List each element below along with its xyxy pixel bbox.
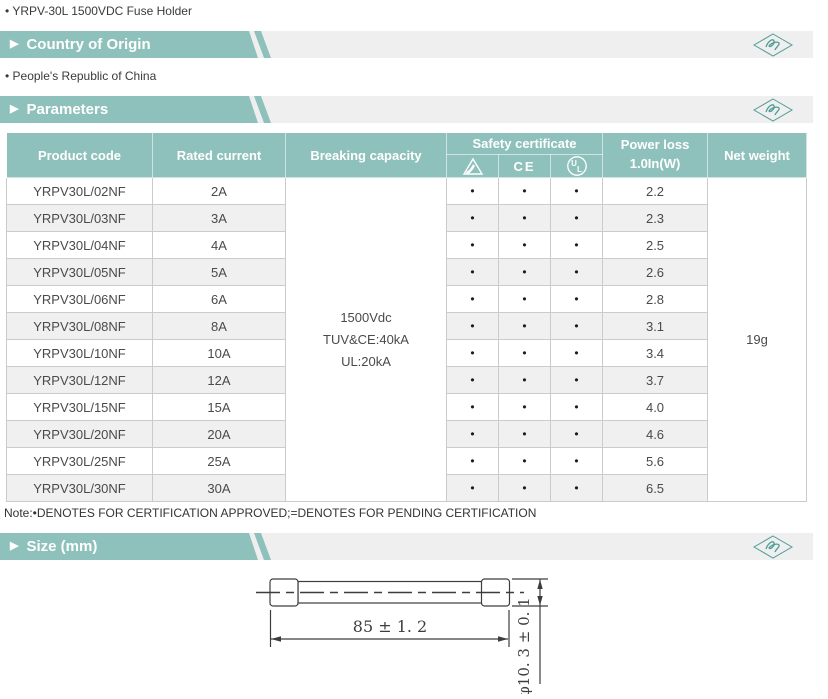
ce-icon: CE — [499, 155, 551, 178]
cert-ul-cell: • — [551, 448, 603, 475]
triangle-bullet-icon: ▶ — [10, 103, 19, 115]
banner-teal-block — [0, 96, 813, 123]
cert-ce-cell: • — [499, 232, 551, 259]
cert-tuv-cell: • — [447, 340, 499, 367]
brand-diamond-logo-icon — [753, 98, 793, 122]
product-code-cell: YRPV30L/08NF — [7, 313, 153, 340]
section-title-text: Size (mm) — [26, 538, 98, 555]
rated-current-cell: 6A — [153, 286, 286, 313]
arrowhead — [271, 636, 281, 642]
cert-ce-cell: • — [499, 205, 551, 232]
banner-teal-block — [0, 533, 813, 560]
cert-ul-cell: • — [551, 367, 603, 394]
parameters-table — [6, 132, 807, 502]
section-title — [10, 31, 151, 58]
rated-current-cell: 3A — [153, 205, 286, 232]
product-code-cell: YRPV30L/02NF — [7, 178, 153, 205]
cert-tuv-cell: • — [447, 367, 499, 394]
cert-ul-cell: • — [551, 313, 603, 340]
cert-ce-cell: • — [499, 475, 551, 502]
cert-ce-cell: • — [499, 313, 551, 340]
power-loss-cell: 6.5 — [603, 475, 708, 502]
size-drawing — [0, 562, 828, 699]
net-weight-cell: 19g — [708, 178, 807, 502]
cert-tuv-cell: • — [447, 259, 499, 286]
rated-current-cell: 2A — [153, 178, 286, 205]
section-banner-size — [0, 533, 813, 560]
arrowhead — [498, 636, 508, 642]
product-code-cell: YRPV30L/10NF — [7, 340, 153, 367]
power-loss-cell: 2.3 — [603, 205, 708, 232]
brand-diamond-logo-icon — [753, 33, 793, 57]
power-loss-cell: 3.4 — [603, 340, 708, 367]
product-code-cell: YRPV30L/04NF — [7, 232, 153, 259]
svg-text:U: U — [570, 159, 577, 168]
power-loss-cell: 3.1 — [603, 313, 708, 340]
col-header-net-weight: Net weight — [708, 133, 807, 178]
power-loss-cell: 2.2 — [603, 178, 708, 205]
diameter-dimension-label: φ10. 3 ± 0. 1 — [515, 597, 533, 694]
rated-current-cell: 5A — [153, 259, 286, 286]
cert-ce-cell: • — [499, 286, 551, 313]
col-header-breaking-capacity: Breaking capacity — [286, 133, 447, 178]
country-of-origin-value: • People's Republic of China — [5, 69, 157, 83]
section-title-text: Country of Origin — [26, 36, 151, 53]
cert-tuv-cell: • — [447, 205, 499, 232]
product-code-cell: YRPV30L/25NF — [7, 448, 153, 475]
cert-ul-cell: • — [551, 340, 603, 367]
cert-ul-cell: • — [551, 205, 603, 232]
power-loss-cell: 4.6 — [603, 421, 708, 448]
cert-ul-cell: • — [551, 421, 603, 448]
section-banner-parameters — [0, 96, 813, 123]
section-title-text: Parameters — [26, 101, 109, 118]
rated-current-cell: 12A — [153, 367, 286, 394]
rated-current-cell: 25A — [153, 448, 286, 475]
product-title: • YRPV-30L 1500VDC Fuse Holder — [5, 4, 192, 18]
fuse-dimension-drawing — [0, 562, 828, 694]
ul-icon — [551, 155, 603, 178]
cert-ce-cell: • — [499, 448, 551, 475]
product-code-cell: YRPV30L/12NF — [7, 367, 153, 394]
section-banner-country-of-origin — [0, 31, 813, 58]
power-loss-condition: 1.0In(W) — [629, 156, 681, 171]
product-code-cell: YRPV30L/20NF — [7, 421, 153, 448]
col-header-safety-certificate: Safety certificate — [447, 133, 603, 155]
col-header-rated-current: Rated current — [153, 133, 286, 178]
power-loss-cell: 5.6 — [603, 448, 708, 475]
power-loss-label: Power loss — [620, 137, 690, 153]
cert-ce-cell: • — [499, 394, 551, 421]
cert-ul-cell: • — [551, 475, 603, 502]
rated-current-cell: 15A — [153, 394, 286, 421]
cert-ce-cell: • — [499, 178, 551, 205]
product-code-cell: YRPV30L/03NF — [7, 205, 153, 232]
product-code-cell: YRPV30L/15NF — [7, 394, 153, 421]
cert-tuv-cell: • — [447, 394, 499, 421]
cert-tuv-cell: • — [447, 178, 499, 205]
breaking-capacity-cell: 1500Vdc TUV&CE:40kA UL:20kA — [286, 178, 447, 502]
cert-ce-cell: • — [499, 367, 551, 394]
arrowhead — [537, 580, 542, 590]
cert-ul-cell: • — [551, 286, 603, 313]
table-row — [7, 178, 807, 205]
triangle-bullet-icon: ▶ — [10, 540, 19, 552]
power-loss-cell: 2.6 — [603, 259, 708, 286]
product-code-cell: YRPV30L/06NF — [7, 286, 153, 313]
cert-ul-cell: • — [551, 259, 603, 286]
power-loss-cell: 2.8 — [603, 286, 708, 313]
product-code-cell: YRPV30L/30NF — [7, 475, 153, 502]
cert-tuv-cell: • — [447, 232, 499, 259]
rated-current-cell: 20A — [153, 421, 286, 448]
product-code-cell: YRPV30L/05NF — [7, 259, 153, 286]
cert-ce-cell: • — [499, 340, 551, 367]
rated-current-cell: 10A — [153, 340, 286, 367]
power-loss-cell: 4.0 — [603, 394, 708, 421]
section-title — [10, 96, 108, 123]
power-loss-cell: 3.7 — [603, 367, 708, 394]
certification-note: Note:•DENOTES FOR CERTIFICATION APPROVED;=DENOTES FOR PENDING CERTIFICATION — [4, 506, 537, 520]
cert-ul-cell: • — [551, 232, 603, 259]
cert-tuv-cell: • — [447, 313, 499, 340]
rated-current-cell: 8A — [153, 313, 286, 340]
cert-tuv-cell: • — [447, 286, 499, 313]
col-header-product-code: Product code — [7, 133, 153, 178]
section-title — [10, 533, 97, 560]
power-loss-cell: 2.5 — [603, 232, 708, 259]
cert-tuv-cell: • — [447, 475, 499, 502]
rated-current-cell: 30A — [153, 475, 286, 502]
cert-ce-cell: • — [499, 421, 551, 448]
cert-ce-cell: • — [499, 259, 551, 286]
tuv-triangle-icon — [447, 155, 499, 178]
cert-ul-cell: • — [551, 178, 603, 205]
rated-current-cell: 4A — [153, 232, 286, 259]
triangle-bullet-icon: ▶ — [10, 38, 19, 50]
cert-ul-cell: • — [551, 394, 603, 421]
svg-text:L: L — [576, 165, 582, 174]
cert-tuv-cell: • — [447, 448, 499, 475]
arrowhead — [537, 596, 542, 606]
col-header-power-loss — [603, 133, 708, 178]
length-dimension-label: 85 ± 1. 2 — [352, 617, 428, 636]
brand-diamond-logo-icon — [753, 535, 793, 559]
cert-tuv-cell: • — [447, 421, 499, 448]
